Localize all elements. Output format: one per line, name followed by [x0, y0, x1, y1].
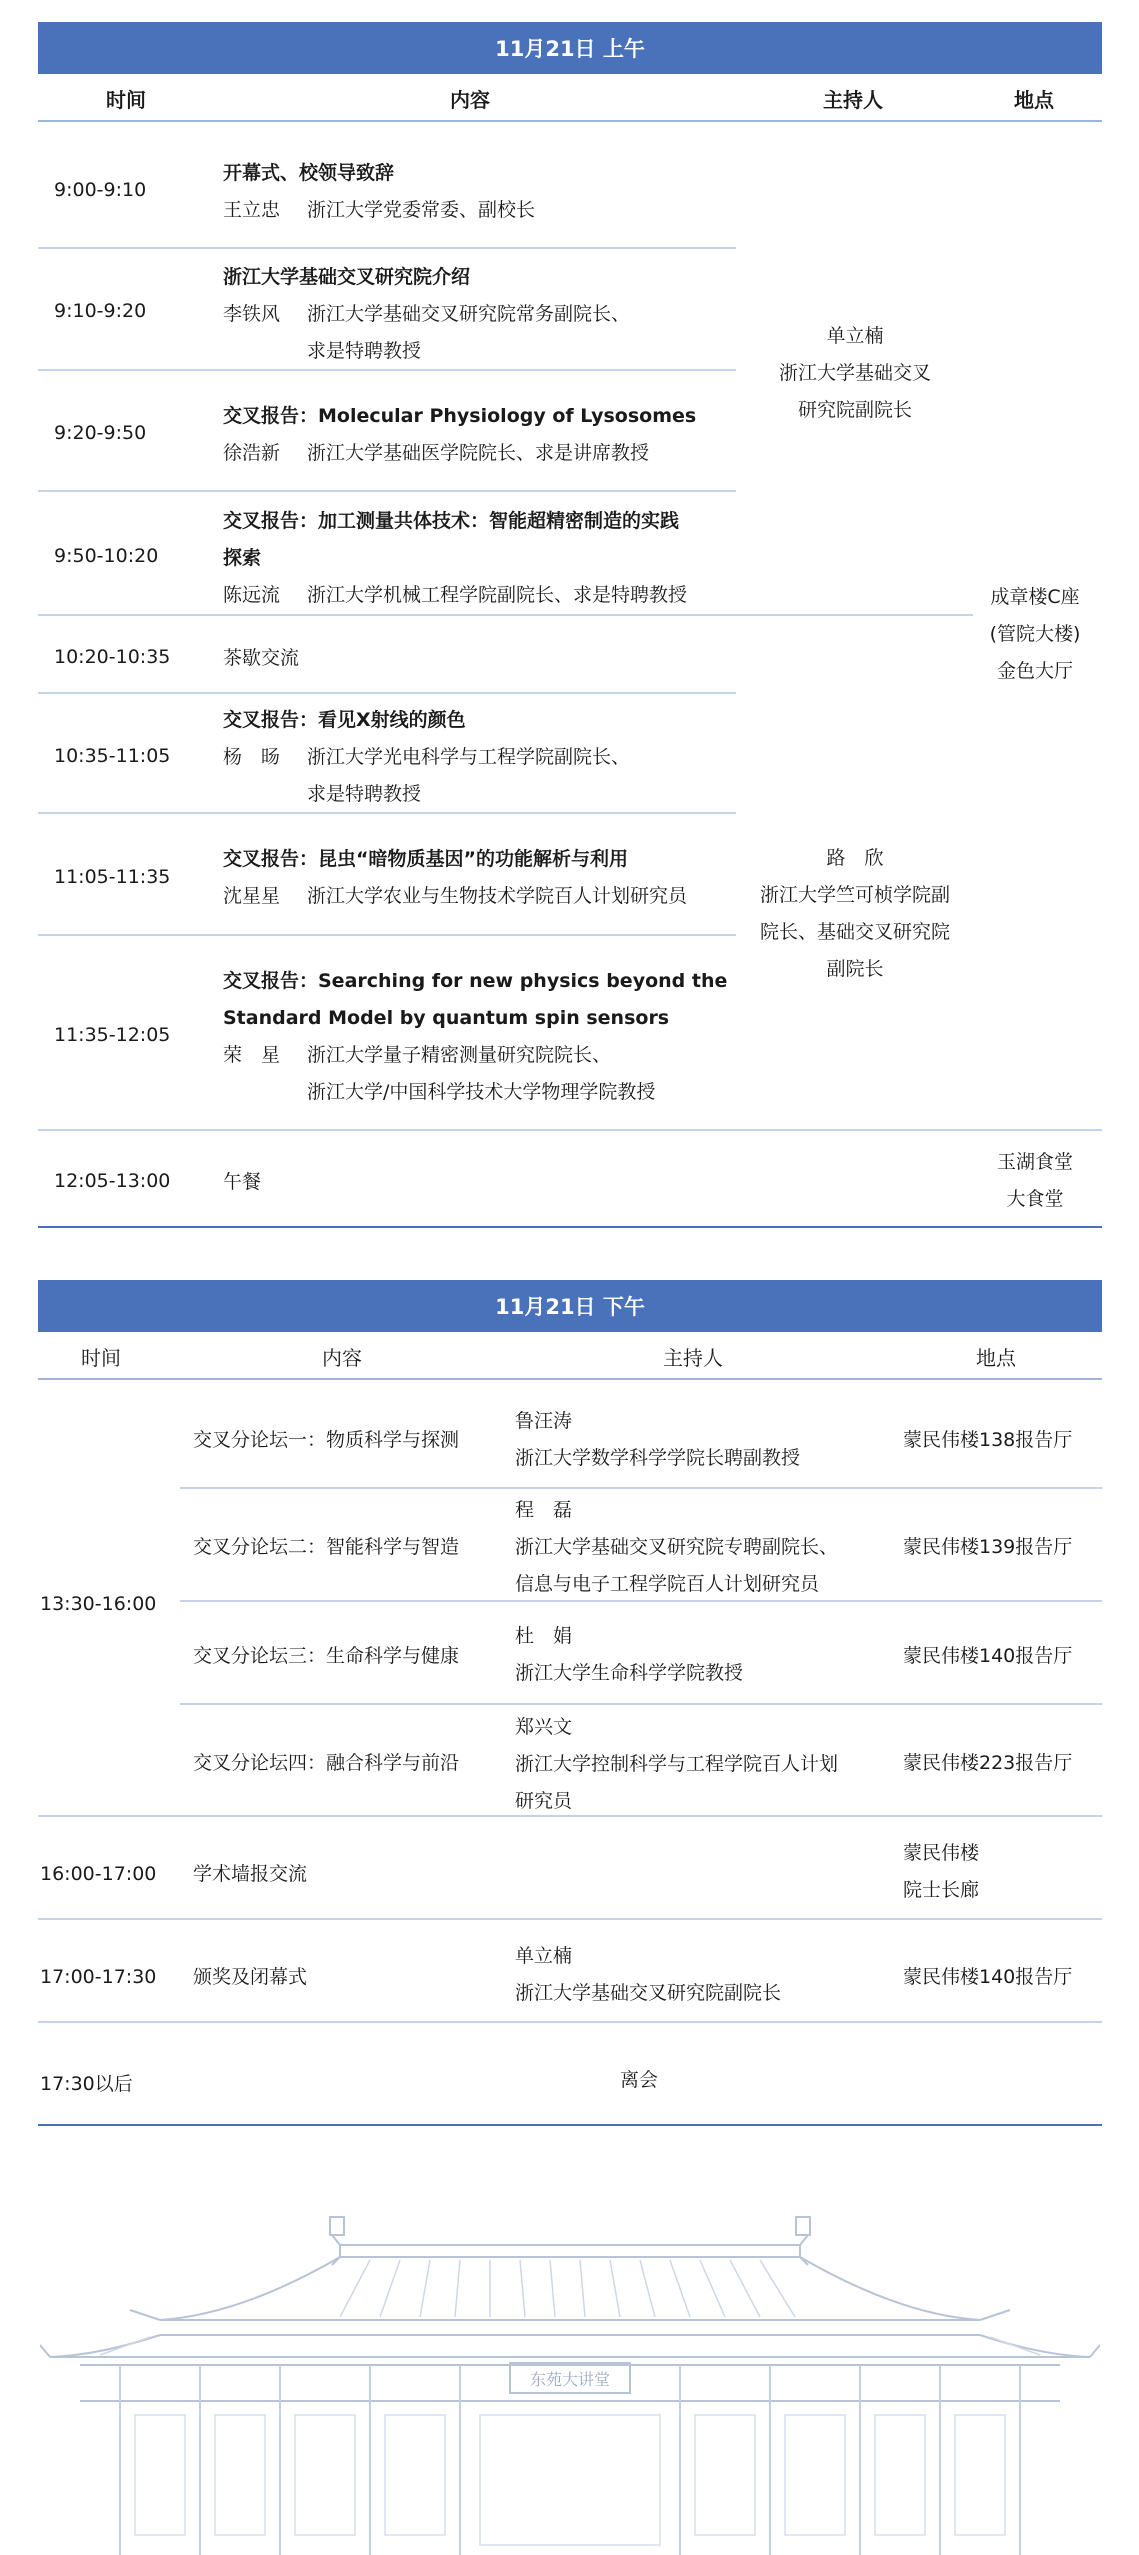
forum-1	[193, 1422, 459, 1459]
am-time-8: 12:05-13:00	[54, 1170, 171, 1192]
venue-line: 院士长廊	[903, 1879, 980, 1901]
am-item-person: 李铁风	[223, 303, 281, 325]
forum-3	[193, 1638, 459, 1675]
am-item-3	[223, 503, 687, 614]
divider	[38, 1918, 1102, 1920]
divider	[38, 692, 736, 694]
forum-name: 交叉分论坛三：生命科学与健康	[193, 1645, 460, 1667]
forum-1-host	[515, 1403, 800, 1477]
pm-end-content	[620, 2062, 658, 2099]
divider	[38, 812, 736, 814]
host-name: 程 磊	[515, 1499, 573, 1521]
forum-4-host	[515, 1709, 838, 1820]
forum-3-host	[515, 1618, 743, 1692]
closing-label: 颁奖及闭幕式	[193, 1966, 308, 1988]
pm-poster-content	[193, 1856, 307, 1893]
pm-closing-content	[193, 1959, 307, 1996]
am-item-desc: 浙江大学基础医学院院长、求是讲席教授	[307, 442, 650, 464]
am-item-title: 茶歇交流	[223, 647, 300, 669]
venue: 蒙民伟楼139报告厅	[903, 1536, 1073, 1558]
forum-1-venue	[903, 1422, 1072, 1459]
forum-name: 交叉分论坛二：智能科学与智造	[193, 1536, 460, 1558]
am-time-4: 10:20-10:35	[54, 646, 171, 668]
am-item-person: 徐浩新	[223, 442, 281, 464]
am-item-4	[223, 640, 299, 677]
am-item-5	[223, 702, 630, 813]
pm-forum-time: 13:30-16:00	[40, 1593, 157, 1615]
am-item-desc2: 浙江大学/中国科学技术大学物理学院教授	[307, 1081, 656, 1103]
pm-end-time: 17:30以后	[40, 2073, 133, 2095]
pm-poster-time: 16:00-17:00	[40, 1863, 157, 1885]
divider	[38, 2021, 1102, 2023]
am-item-2	[223, 398, 696, 472]
host-name: 鲁汪涛	[515, 1410, 573, 1432]
forum-2-venue	[903, 1529, 1072, 1566]
host-desc: 浙江大学基础交叉研究院专聘副院长、	[515, 1536, 839, 1558]
venue-line: 蒙民伟楼	[903, 1842, 980, 1864]
am-item-title: 午餐	[223, 1171, 262, 1193]
am-item-desc: 浙江大学党委常委、副校长	[307, 199, 536, 221]
am-time-7: 11:35-12:05	[54, 1024, 171, 1046]
forum-4-venue	[903, 1745, 1072, 1782]
forum-2	[193, 1529, 459, 1566]
venue: 蒙民伟楼223报告厅	[903, 1752, 1073, 1774]
auditorium-building-illustration	[40, 2205, 1100, 2555]
venue-line: 成章楼C座	[990, 586, 1080, 608]
am-time-2: 9:20-9:50	[54, 422, 147, 444]
am-venue-1	[975, 579, 1095, 690]
host-name: 郑兴文	[515, 1716, 573, 1738]
am-item-title2: Standard Model by quantum spin sensors	[223, 1007, 670, 1029]
host-desc: 浙江大学竺可桢学院副	[759, 884, 950, 906]
forum-name: 交叉分论坛四：融合科学与前沿	[193, 1752, 460, 1774]
header-time: 时间	[106, 88, 146, 112]
venue-line: 大食堂	[1006, 1188, 1064, 1210]
divider	[180, 1487, 1102, 1489]
host-desc: 院长、基础交叉研究院	[759, 921, 950, 943]
divider	[38, 934, 736, 936]
am-item-0	[223, 155, 535, 229]
am-item-8	[223, 1164, 261, 1201]
am-time-3: 9:50-10:20	[54, 545, 159, 567]
header-host: 主持人	[663, 1346, 723, 1370]
am-item-title: 交叉报告：Molecular Physiology of Lysosomes	[223, 405, 697, 427]
am-time-5: 10:35-11:05	[54, 745, 171, 767]
divider	[38, 1129, 1102, 1131]
venue: 蒙民伟楼140报告厅	[903, 1645, 1073, 1667]
am-item-title: 交叉报告：看见X射线的颜色	[223, 709, 466, 731]
venue-line: 玉湖食堂	[996, 1151, 1073, 1173]
pm-closing-host	[515, 1938, 781, 2012]
host-desc: 浙江大学基础交叉研究院副院长	[515, 1982, 782, 2004]
pm-closing-venue	[903, 1959, 1072, 1996]
am-host-2	[738, 840, 972, 988]
pm-banner: 11月21日 下午	[38, 1280, 1102, 1332]
divider	[38, 247, 736, 249]
am-item-desc: 浙江大学农业与生物技术学院百人计划研究员	[307, 885, 688, 907]
am-item-7	[223, 963, 727, 1111]
am-table-header	[38, 74, 1102, 122]
am-item-desc: 浙江大学光电科学与工程学院副院长、	[307, 746, 631, 768]
am-time-1: 9:10-9:20	[54, 300, 147, 322]
am-item-title: 开幕式、校领导致辞	[223, 162, 395, 184]
venue: 蒙民伟楼140报告厅	[903, 1966, 1073, 1988]
poster-label: 学术墙报交流	[193, 1863, 308, 1885]
header-content: 内容	[450, 88, 490, 112]
host-name: 单立楠	[826, 325, 884, 347]
am-item-6	[223, 841, 687, 915]
am-item-title2: 探索	[223, 547, 262, 569]
end-label: 离会	[620, 2069, 659, 2091]
header-time: 时间	[81, 1346, 121, 1370]
divider	[180, 1703, 1102, 1705]
pm-schedule	[38, 1280, 1102, 1380]
am-item-desc2: 求是特聘教授	[307, 340, 422, 362]
am-bottom-line	[38, 1226, 1102, 1228]
am-item-desc: 浙江大学机械工程学院副院长、求是特聘教授	[307, 584, 688, 606]
am-schedule	[38, 22, 1102, 122]
host-name: 单立楠	[515, 1945, 573, 1967]
host-desc: 浙江大学生命科学学院教授	[515, 1662, 744, 1684]
host-desc: 浙江大学控制科学与工程学院百人计划	[515, 1753, 839, 1775]
am-item-desc: 浙江大学基础交叉研究院常务副院长、	[307, 303, 631, 325]
forum-2-host	[515, 1492, 838, 1603]
am-time-0: 9:00-9:10	[54, 179, 147, 201]
forum-name: 交叉分论坛一：物质科学与探测	[193, 1429, 460, 1451]
am-item-desc: 浙江大学量子精密测量研究院院长、	[307, 1044, 612, 1066]
divider	[38, 1815, 1102, 1817]
am-item-person: 王立忠	[223, 199, 281, 221]
am-item-desc2: 求是特聘教授	[307, 783, 422, 805]
venue: 蒙民伟楼138报告厅	[903, 1429, 1073, 1451]
am-item-title: 交叉报告：昆虫“暗物质基因”的功能解析与利用	[223, 848, 628, 870]
host-desc: 副院长	[826, 958, 884, 980]
header-host: 主持人	[823, 88, 883, 112]
host-desc2: 信息与电子工程学院百人计划研究员	[515, 1573, 820, 1595]
host-desc2: 研究员	[515, 1790, 573, 1812]
venue-line: (管院大楼)	[989, 623, 1081, 645]
header-venue: 地点	[976, 1346, 1016, 1370]
am-host-1	[740, 318, 970, 429]
am-item-person: 荣 星	[223, 1044, 281, 1066]
am-item-title: 交叉报告：Searching for new physics beyond the	[223, 970, 728, 992]
am-banner: 11月21日 上午	[38, 22, 1102, 74]
divider	[38, 369, 736, 371]
pm-bottom-line	[38, 2124, 1102, 2126]
pm-table-header	[38, 1332, 1102, 1380]
forum-3-venue	[903, 1638, 1072, 1675]
venue-line: 金色大厅	[996, 660, 1073, 682]
divider	[38, 614, 973, 616]
am-item-person: 陈远流	[223, 584, 281, 606]
am-item-person: 沈星星	[223, 885, 281, 907]
host-name: 杜 娟	[515, 1625, 573, 1647]
divider	[38, 490, 736, 492]
header-content: 内容	[322, 1346, 362, 1370]
pm-poster-venue	[903, 1835, 979, 1909]
building-sign: 东苑大讲堂	[529, 2370, 611, 2389]
header-venue: 地点	[1014, 88, 1054, 112]
forum-4	[193, 1745, 459, 1782]
divider	[180, 1600, 1102, 1602]
pm-closing-time: 17:00-17:30	[40, 1966, 157, 1988]
host-desc: 浙江大学数学科学学院长聘副教授	[515, 1447, 801, 1469]
host-desc: 研究院副院长	[797, 399, 912, 421]
am-time-6: 11:05-11:35	[54, 866, 171, 888]
am-venue-2	[975, 1144, 1095, 1218]
am-item-1	[223, 259, 630, 370]
host-name: 路 欣	[826, 847, 884, 869]
am-item-title: 浙江大学基础交叉研究院介绍	[223, 266, 471, 288]
am-item-person: 杨 旸	[223, 746, 281, 768]
host-desc: 浙江大学基础交叉	[778, 362, 931, 384]
am-item-title: 交叉报告：加工测量共体技术：智能超精密制造的实践	[223, 510, 680, 532]
